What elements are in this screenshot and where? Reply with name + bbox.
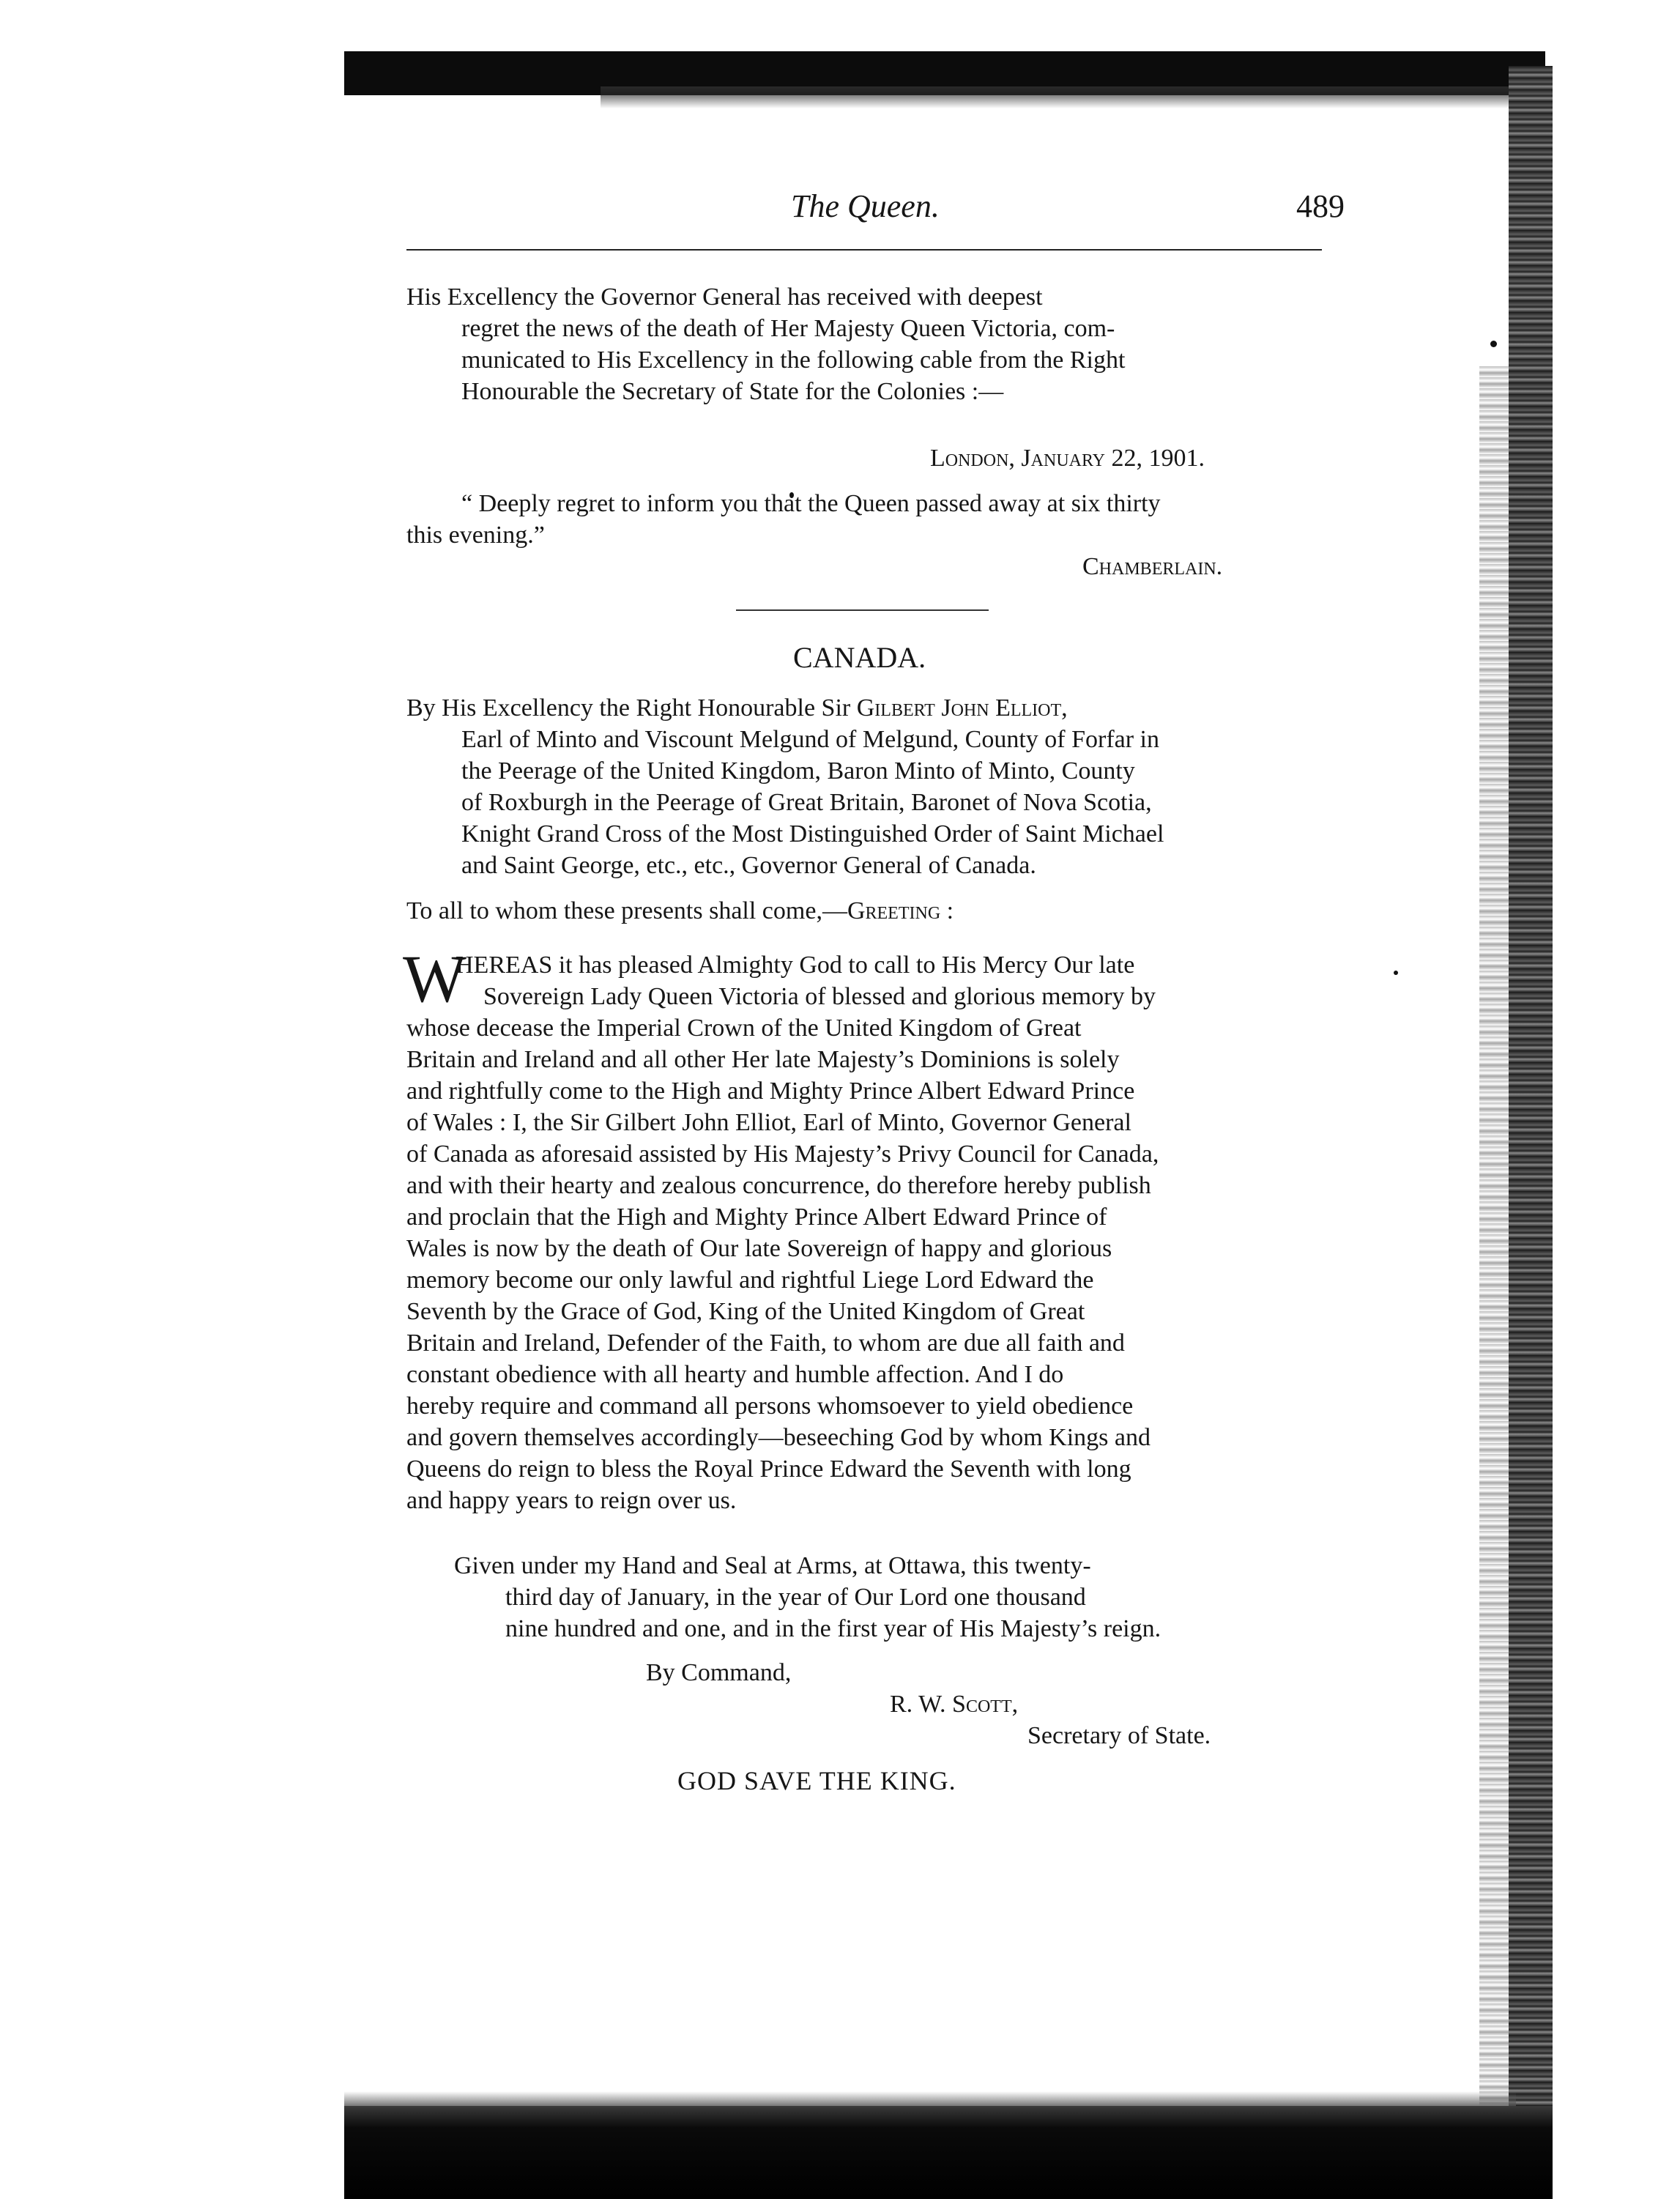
signatory: R. W. Scott, bbox=[890, 1691, 1019, 1718]
proclamation-body-line: and govern themselves accordingly—beseeching God by whom Kings and bbox=[406, 1424, 1151, 1451]
proclamation-body-line: Sovereign Lady Queen Victoria of blessed and glorious memory by bbox=[483, 983, 1156, 1010]
proclamation-body-line: and rightfully come to the High and Mighty Prince Albert Edward Prince bbox=[406, 1078, 1135, 1105]
cable-message-line: this evening.” bbox=[406, 522, 545, 549]
proclamation-by-line: the Peerage of the United Kingdom, Baron Minto of Minto, County bbox=[461, 757, 1135, 785]
proclamation-by-line: Knight Grand Cross of the Most Distinguished Order of Saint Michael bbox=[461, 820, 1164, 848]
proclamation-body-line: Seventh by the Grace of God, King of the United Kingdom of Great bbox=[406, 1298, 1085, 1325]
proclamation-body-line: constant obedience with all hearty and humble affection. And I do bbox=[406, 1361, 1064, 1388]
scan-right-shadow bbox=[1509, 66, 1553, 2176]
proclamation-body-line: of Wales : I, the Sir Gilbert John Elliot, Earl of Minto, Governor General bbox=[406, 1109, 1131, 1136]
notice-line: regret the news of the death of Her Majesty Queen Victoria, com- bbox=[461, 315, 1115, 342]
by-command: By Command, bbox=[646, 1659, 792, 1686]
proclamation-body-line: Wales is now by the death of Our late Sovereign of happy and glorious bbox=[406, 1235, 1112, 1262]
greeting-line: To all to whom these presents shall come,—Greeting : bbox=[406, 897, 954, 924]
notice-line: His Excellency the Governor General has received with deepest bbox=[406, 283, 1043, 311]
given-line: third day of January, in the year of Our Lord one thousand bbox=[505, 1584, 1086, 1611]
proclamation-heading: CANADA. bbox=[793, 641, 926, 674]
scan-bottom-shadow bbox=[344, 2106, 1553, 2199]
proclamation-by-line: of Roxburgh in the Peerage of Great Britain, Baronet of Nova Scotia, bbox=[461, 789, 1152, 816]
proclamation-body-line: memory become our only lawful and rightful Liege Lord Edward the bbox=[406, 1267, 1094, 1294]
header-rule bbox=[406, 249, 1322, 251]
proclamation-body-line: hereby require and command all persons whomsoever to yield obedience bbox=[406, 1393, 1134, 1420]
proclamation-body-line: Britain and Ireland, Defender of the Faith, to whom are due all faith and bbox=[406, 1330, 1125, 1357]
proclamation-by-line: By His Excellency the Right Honourable Sir Gilbert John Elliot, bbox=[406, 694, 1068, 722]
scan-top-fade bbox=[601, 86, 1545, 108]
closing-line: GOD SAVE THE KING. bbox=[677, 1766, 956, 1795]
running-title: The Queen. bbox=[791, 188, 940, 224]
proclamation-body-line: Queens do reign to bless the Royal Prince Edward the Seventh with long bbox=[406, 1456, 1131, 1483]
proclamation-body-line: HEREAS it has pleased Almighty God to call to His Mercy Our late bbox=[456, 952, 1135, 979]
proclamation-body-line: and with their hearty and zealous concurrence, do therefore hereby publish bbox=[406, 1172, 1151, 1199]
proclamation-by-line: and Saint George, etc., etc., Governor General of Canada. bbox=[461, 852, 1036, 879]
scan-speck bbox=[1394, 971, 1398, 975]
notice-line: municated to His Excellency in the following cable from the Right bbox=[461, 346, 1126, 374]
proclamation-body-line: and happy years to reign over us. bbox=[406, 1487, 737, 1514]
notice-line: Honourable the Secretary of State for the Colonies :— bbox=[461, 378, 1004, 405]
given-line: nine hundred and one, and in the first year of His Majesty’s reign. bbox=[505, 1615, 1161, 1642]
proclamation-body-line: whose decease the Imperial Crown of the United Kingdom of Great bbox=[406, 1015, 1082, 1042]
section-divider bbox=[736, 609, 989, 611]
cable-dateline: London, January 22, 1901. bbox=[930, 445, 1205, 472]
signatory-title: Secretary of State. bbox=[1027, 1722, 1211, 1749]
proclamation-body-line: and proclain that the High and Mighty Prince Albert Edward Prince of bbox=[406, 1204, 1107, 1231]
proclamation-body-line: of Canada as aforesaid assisted by His Majesty’s Privy Council for Canada, bbox=[406, 1141, 1159, 1168]
given-line: Given under my Hand and Seal at Arms, at Ottawa, this twenty- bbox=[454, 1552, 1091, 1579]
drop-cap: W bbox=[403, 941, 467, 1016]
cable-signature: Chamberlain. bbox=[1082, 553, 1223, 580]
proclamation-by-line: Earl of Minto and Viscount Melgund of Melgund, County of Forfar in bbox=[461, 726, 1159, 753]
scan-speck bbox=[1490, 341, 1497, 347]
proclamation-body-line: Britain and Ireland and all other Her late Majesty’s Dominions is solely bbox=[406, 1046, 1120, 1073]
page-number: 489 bbox=[1296, 188, 1345, 224]
cable-message-line: “ Deeply regret to inform you that the Queen passed away at six thirty bbox=[461, 490, 1161, 517]
